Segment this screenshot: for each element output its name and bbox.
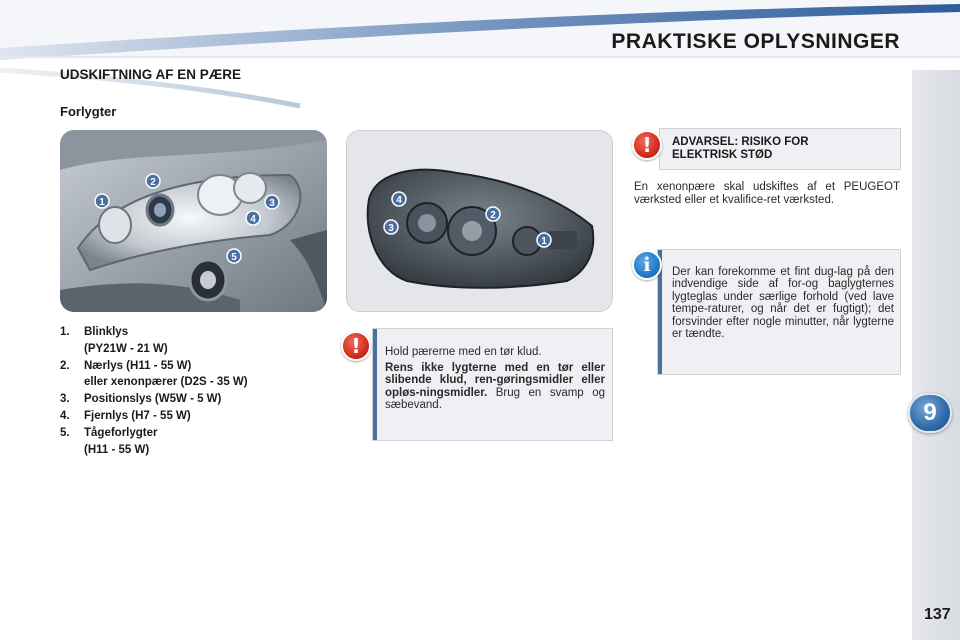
- car-front-photo: [60, 130, 327, 312]
- callout-marker: [486, 207, 500, 221]
- info-icon: i: [632, 250, 662, 280]
- legend-line: Nærlys (H11 - 55 W): [84, 359, 192, 372]
- legend-number: 1.: [60, 326, 70, 338]
- section-title: UDSKIFTNING AF EN PÆRE: [60, 67, 242, 82]
- callout-number: 5: [231, 252, 237, 263]
- callout-number: 2: [490, 210, 496, 221]
- electric-warning-title: [672, 136, 809, 161]
- legend-line: (PY21W - 21 W): [84, 342, 168, 355]
- headlamp-unit-image: [346, 130, 613, 312]
- warning-line: Hold pærerne med en tør klud.: [385, 346, 542, 358]
- callout-number: 3: [388, 223, 394, 234]
- legend-item: [60, 391, 340, 408]
- electric-warning-text: En xenonpære skal udskiftes af et PEUGEOT værksted eller et kvalifice-ret værksted.: [634, 181, 900, 206]
- condensation-info-box: [657, 249, 901, 375]
- callout-number: 2: [150, 177, 156, 188]
- subsection-title: Forlygter: [60, 104, 117, 119]
- info-text: Der kan forekomme et fint dug-lag på den indvendige side af for-og baglygternes lygteglas under særlige forhold (ved lave tempe-raturer, og når det er fugtigt); det forsvinder efter nogle minutter, når lygterne er tændte.: [672, 266, 894, 341]
- legend-number: 3.: [60, 393, 70, 406]
- chapter-tab[interactable]: 9: [908, 393, 952, 433]
- warning-text: [385, 362, 605, 412]
- warning-icon: !: [632, 130, 662, 160]
- legend-item: [60, 358, 340, 392]
- legend-line: Blinklys: [84, 326, 129, 338]
- callout-marker: [265, 195, 279, 209]
- page-number: 137: [924, 606, 951, 623]
- callout-marker: [146, 174, 160, 188]
- electric-shock-warning-box: [659, 128, 901, 170]
- legend-line: Positionslys (W5W - 5 W): [84, 393, 222, 406]
- legend-line: Fjernlys (H7 - 55 W): [84, 409, 191, 422]
- callout-number: 3: [269, 198, 275, 209]
- electric-warning-title-line: ADVARSEL: RISIKO FOR: [672, 136, 809, 148]
- legend-line: Tågeforlygter: [84, 426, 158, 439]
- bulb-legend-list: [60, 324, 340, 458]
- legend-item: [60, 324, 340, 358]
- warning-bold-text: Rens ikke lygterne med en tør eller slibende klud, ren-gøringsmidler eller opløs-ningsmidler.: [385, 362, 605, 399]
- callout-marker: [384, 220, 398, 234]
- callout-marker: [537, 233, 551, 247]
- callout-marker: [95, 194, 109, 208]
- legend-number: 5.: [60, 426, 70, 439]
- electric-warning-title-line: ELEKTRISK STØD: [672, 148, 773, 161]
- callout-marker: [227, 249, 241, 263]
- callout-number: 1: [541, 236, 547, 247]
- callout-marker: [392, 192, 406, 206]
- header-title: PRAKTISKE OPLYSNINGER: [611, 30, 900, 53]
- legend-line: eller xenonpærer (D2S - 35 W): [84, 376, 248, 389]
- legend-line: (H11 - 55 W): [84, 443, 150, 456]
- warning-icon: !: [341, 331, 371, 361]
- callout-number: 4: [396, 195, 402, 206]
- side-strip: [912, 70, 960, 640]
- legend-item: [60, 408, 340, 425]
- header-swoosh: [0, 0, 960, 110]
- box-accent-bar: [373, 329, 377, 440]
- callout-number: 4: [250, 214, 256, 225]
- callout-marker: [246, 211, 260, 225]
- callout-number: 1: [99, 197, 105, 208]
- legend-number: 2.: [60, 359, 70, 372]
- warning-rest-text: Brug en svamp og sæbevand.: [385, 386, 605, 412]
- bulb-handling-warning-box: [372, 328, 613, 441]
- legend-number: 4.: [60, 409, 70, 422]
- legend-item: [60, 425, 340, 459]
